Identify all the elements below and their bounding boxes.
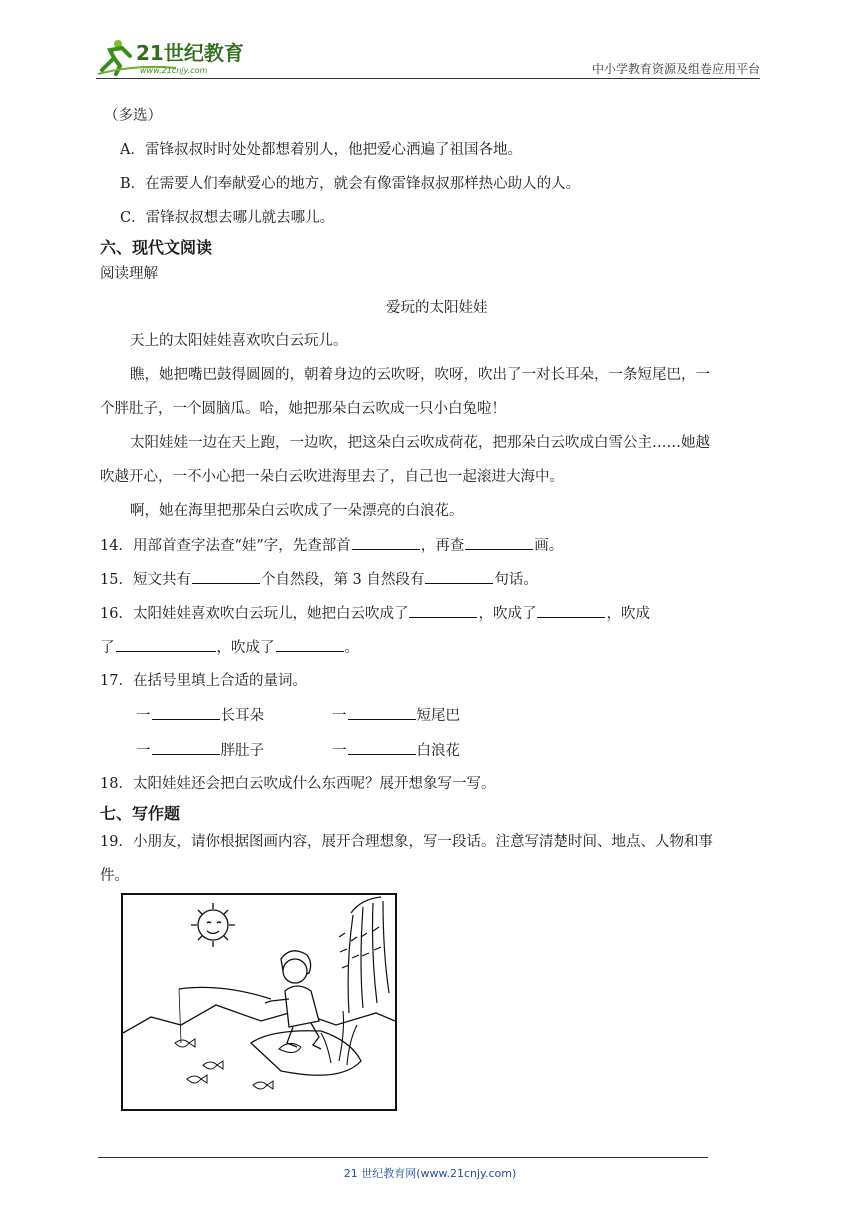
measure-word-item: 一 短尾巴 (332, 705, 460, 726)
option-b: B．在需要人们奉献爱心的地方，就会有像雷锋叔叔那样热心助人的人。 (120, 176, 581, 192)
passage-paragraph-2: 瞧，她把嘴巴鼓得圆圆的，朝着身边的云吹呀，吹呀，吹出了一对长耳朵，一条短尾巴，一 (130, 367, 710, 383)
passage-paragraph-3-cont: 吹越开心，一不小心把一朵白云吹进海里去了，自己也一起滚进大海中。 (100, 469, 564, 485)
passage-paragraph-1: 天上的太阳娃娃喜欢吹白云玩儿。 (130, 333, 348, 349)
fishing-boy-illustration (121, 893, 397, 1111)
footer-divider (98, 1157, 708, 1158)
section-7-title: 七、写作题 (100, 804, 181, 823)
answer-blank[interactable] (409, 603, 477, 618)
question-14: 14．用部首查字法查“娃”字，先查部首 ，再查 画。 (100, 535, 563, 556)
answer-blank[interactable] (352, 535, 420, 550)
question-16: 16．太阳娃娃喜欢吹白云玩儿，她把白云吹成了 ，吹成了 ，吹成 (100, 603, 650, 624)
passage-paragraph-3: 太阳娃娃一边在天上跑，一边吹，把这朵白云吹成荷花，把那朵白云吹成白雪公主……她越 (130, 435, 710, 451)
multi-select-note: （多选） (104, 108, 162, 124)
svg-text:21世纪教育: 21世纪教育 (136, 41, 244, 65)
section-6-subtitle: 阅读理解 (100, 266, 158, 282)
answer-blank[interactable] (276, 637, 344, 652)
answer-blank[interactable] (348, 740, 416, 755)
header-divider (96, 78, 760, 79)
passage-paragraph-2-cont: 个胖肚子，一个圆脑瓜。哈，她把那朵白云吹成一只小白兔啦！ (100, 401, 506, 417)
section-6-title: 六、现代文阅读 (100, 238, 213, 257)
option-a: A．雷锋叔叔时时处处都想着别人，他把爱心洒遍了祖国各地。 (120, 142, 522, 158)
passage-title: 爱玩的太阳娃娃 (386, 300, 488, 316)
measure-word-item: 一 白浪花 (332, 740, 460, 761)
answer-blank[interactable] (425, 569, 493, 584)
answer-blank[interactable] (465, 535, 533, 550)
question-18: 18．太阳娃娃还会把白云吹成什么东西呢？展开想象写一写。 (100, 776, 496, 792)
question-16-cont: 了 ，吹成了 。 (100, 637, 359, 658)
answer-blank[interactable] (152, 740, 220, 755)
answer-blank[interactable] (537, 603, 605, 618)
option-c: C．雷锋叔叔想去哪儿就去哪儿。 (120, 210, 335, 226)
answer-blank[interactable] (192, 569, 260, 584)
footer-text: 21 世纪教育网(www.21cnjy.com) (343, 1167, 517, 1180)
passage-paragraph-4: 啊，她在海里把那朵白云吹成了一朵漂亮的白浪花。 (130, 503, 464, 519)
answer-blank[interactable] (348, 705, 416, 720)
question-15: 15．短文共有 个自然段，第 3 自然段有 句话。 (100, 569, 538, 590)
answer-blank[interactable] (152, 705, 220, 720)
header-platform-text: 中小学教育资源及组卷应用平台 (591, 62, 760, 76)
svg-text:www.21cnjy.com: www.21cnjy.com (140, 66, 208, 75)
question-17: 17．在括号里填上合适的量词。 (100, 673, 307, 689)
measure-word-item: 一 胖肚子 (136, 740, 264, 761)
answer-blank[interactable] (116, 637, 216, 652)
measure-word-item: 一 长耳朵 (136, 705, 264, 726)
page-header (96, 34, 760, 78)
logo-21cnjy (96, 34, 266, 78)
question-19-cont: 件。 (100, 868, 129, 884)
question-19: 19．小朋友，请你根据图画内容，展开合理想象，写一段话。注意写清楚时间、地点、人物和事 (100, 834, 713, 850)
